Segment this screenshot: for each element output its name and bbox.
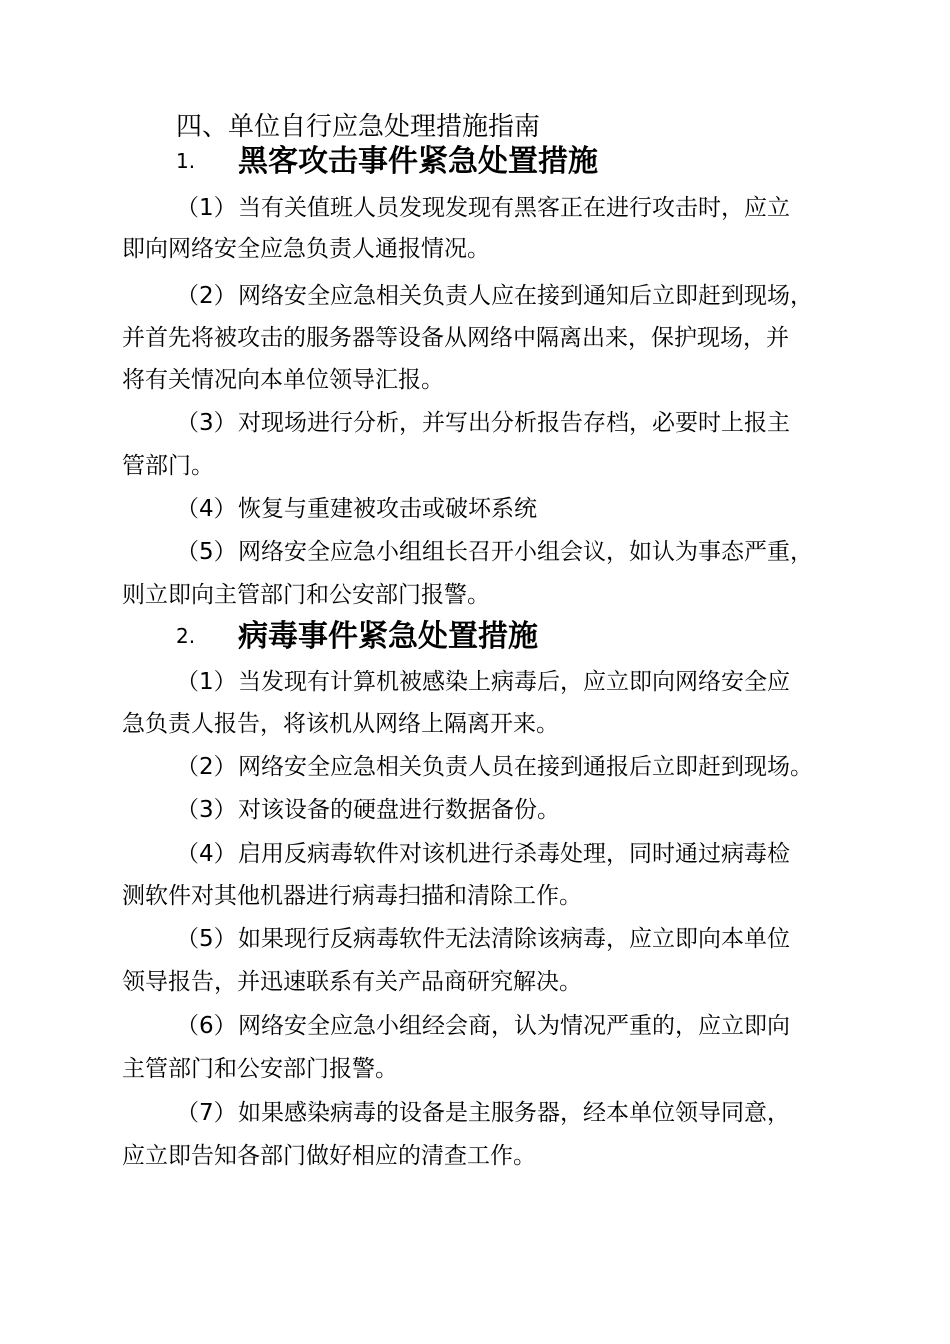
s2-item-1-line-1	[176, 667, 896, 697]
section-title: 四、单位自行应急处理措施指南	[176, 112, 541, 142]
s1-item-2-line-3: 将有关情况向本单位领导汇报。	[122, 367, 444, 393]
s2-item-6-text: 网络安全应急小组经会商，认为情况严重的，应立即向	[238, 1013, 790, 1039]
s1-item-2-number: （2）	[176, 283, 237, 309]
heading-2-title: 病毒事件紧急处置措施	[238, 619, 538, 654]
s1-item-1-line-2: 即向网络安全应急负责人通报情况。	[122, 236, 490, 262]
s2-item-5-line-2: 领导报告，并迅速联系有关产品商研究解决。	[122, 969, 582, 995]
s2-item-3-text: 对该设备的硬盘进行数据备份。	[238, 797, 560, 823]
s1-item-2-line-1	[176, 281, 896, 311]
s2-item-6-line-2: 主管部门和公安部门报警。	[122, 1056, 398, 1082]
s1-item-1-number: （1）	[176, 195, 237, 221]
s1-item-2-text: 网络安全应急相关负责人应在接到通知后立即赶到现场，	[238, 283, 813, 309]
s2-item-4-line-2: 测软件对其他机器进行病毒扫描和清除工作。	[122, 883, 582, 909]
s1-item-5-number: （5）	[176, 539, 237, 565]
s1-item-3-line-1	[176, 408, 896, 438]
s2-item-6-number: （6）	[176, 1013, 237, 1039]
s1-item-4-line-1	[176, 494, 896, 524]
s2-item-2-line-1	[176, 752, 896, 782]
s2-item-5-number: （5）	[176, 926, 237, 952]
s1-item-1-text: 当有关值班人员发现发现有黑客正在进行攻击时，应立	[238, 195, 790, 221]
s2-item-6-line-1	[176, 1011, 896, 1041]
s2-item-1-number: （1）	[176, 669, 237, 695]
s2-item-4-number: （4）	[176, 841, 237, 867]
s1-item-3-line-2: 管部门。	[122, 453, 214, 479]
s2-item-1-text: 当发现有计算机被感染上病毒后，应立即向网络安全应	[238, 669, 790, 695]
s2-item-5-line-1	[176, 924, 896, 954]
heading-1-title: 黑客攻击事件紧急处置措施	[238, 144, 598, 179]
s1-item-1-line-1	[176, 193, 896, 223]
s2-item-2-number: （2）	[176, 754, 237, 780]
s1-item-4-text: 恢复与重建被攻击或破坏系统	[238, 496, 537, 522]
s2-item-7-line-2: 应立即告知各部门做好相应的清查工作。	[122, 1143, 536, 1169]
s1-item-5-text: 网络安全应急小组组长召开小组会议，如认为事态严重，	[238, 539, 813, 565]
s2-item-1-line-2: 急负责人报告，将该机从网络上隔离开来。	[122, 711, 559, 737]
s2-item-7-line-1	[176, 1098, 896, 1128]
s1-item-3-number: （3）	[176, 410, 237, 436]
s2-item-3-line-1	[176, 795, 896, 825]
s1-item-5-line-1	[176, 537, 896, 567]
s2-item-4-text: 启用反病毒软件对该机进行杀毒处理，同时通过病毒检	[238, 841, 790, 867]
s2-item-7-number: （7）	[176, 1100, 237, 1126]
s1-item-5-line-2: 则立即向主管部门和公安部门报警。	[122, 582, 490, 608]
s2-item-3-number: （3）	[176, 797, 237, 823]
heading-1-number: 1.	[176, 149, 196, 173]
s1-item-4-number: （4）	[176, 496, 237, 522]
s1-item-2-line-2: 并首先将被攻击的服务器等设备从网络中隔离出来，保护现场，并	[122, 325, 789, 351]
s2-item-5-text: 如果现行反病毒软件无法清除该病毒，应立即向本单位	[238, 926, 790, 952]
s2-item-4-line-1	[176, 839, 896, 869]
heading-2-number: 2.	[176, 624, 196, 648]
s1-item-3-text: 对现场进行分析，并写出分析报告存档，必要时上报主	[238, 410, 790, 436]
s2-item-7-text: 如果感染病毒的设备是主服务器，经本单位领导同意，	[238, 1100, 790, 1126]
s2-item-2-text: 网络安全应急相关负责人员在接到通报后立即赶到现场。	[238, 754, 813, 780]
